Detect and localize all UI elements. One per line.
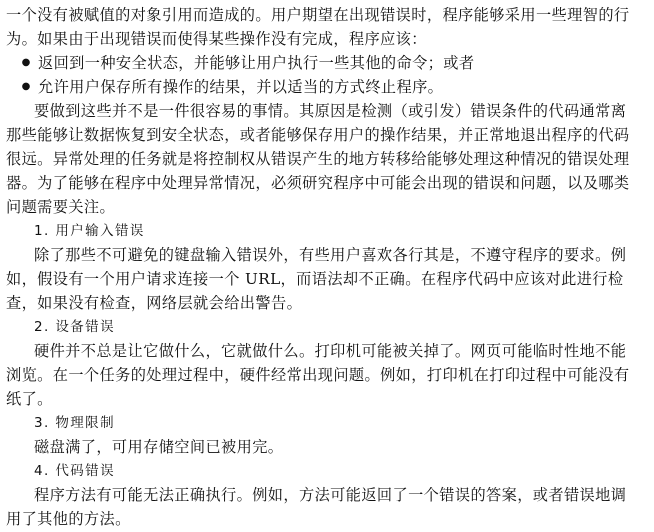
section-heading-user-input: 1. 用户输入错误	[34, 223, 145, 239]
bullet-item-1: 返回到一种安全状态，并能够让用户执行一些其他的命令；或者	[38, 54, 475, 72]
section-2-line-1: 硬件并不总是让它做什么，它就做什么。打印机可能被关掉了。网页可能临时性地不能	[34, 342, 627, 360]
section-4-line-1: 程序方法有可能无法正确执行。例如，方法可能返回了一个错误的答案，或者错误地调	[34, 486, 627, 504]
intro-line-2: 为。如果由于出现错误而使得某些操作没有完成，程序应该：	[6, 30, 427, 48]
section-2-line-2: 浏览。在一个任务的处理过程中，硬件经常出现问题。例如，打印机在打印过程中可能没有	[6, 366, 630, 384]
section-heading-code-error: 4. 代码错误	[34, 463, 115, 479]
paragraph-2-line-3: 很远。异常处理的任务就是将控制权从错误产生的地方转移给能够处理这种情况的错误处理	[6, 150, 630, 168]
paragraph-2-line-1: 要做到这些并不是一件很容易的事情。其原因是检测（或引发）错误条件的代码通常离	[34, 102, 627, 120]
section-4-line-2: 用了其他的方法。	[6, 510, 131, 528]
section-1-line-2: 如，假设有一个用户请求连接一个 URL，而语法却不正确。在程序代码中应该对此进行检	[6, 270, 624, 288]
paragraph-2-line-2: 那些能够让数据恢复到安全状态，或者能够保存用户的操作结果，并正常地退出程序的代码	[6, 126, 630, 144]
section-1-line-3: 查，如果没有检查，网络层就会给出警告。	[6, 294, 303, 312]
section-2-line-3: 纸了。	[6, 390, 53, 408]
bullet-item-2: 允许用户保存所有操作的结果，并以适当的方式终止程序。	[38, 78, 444, 96]
section-heading-physical-limits: 3. 物理限制	[34, 415, 115, 431]
intro-line-1: 一个没有被赋值的对象引用而造成的。用户期望在出现错误时，程序能够采用一些理智的行	[6, 6, 630, 24]
paragraph-2-line-4: 器。为了能够在程序中处理异常情况，必须研究程序中可能会出现的错误和问题，以及哪类	[6, 174, 630, 192]
paragraph-2-line-5: 问题需要关注。	[6, 198, 116, 216]
bullet-icon: ●	[21, 81, 31, 92]
section-heading-device-error: 2. 设备错误	[34, 319, 115, 335]
section-1-line-1: 除了那些不可避免的键盘输入错误外，有些用户喜欢各行其是，不遵守程序的要求。例	[34, 246, 627, 264]
section-3-line-1: 磁盘满了，可用存储空间已被用完。	[34, 438, 284, 456]
bullet-icon: ●	[21, 57, 31, 68]
